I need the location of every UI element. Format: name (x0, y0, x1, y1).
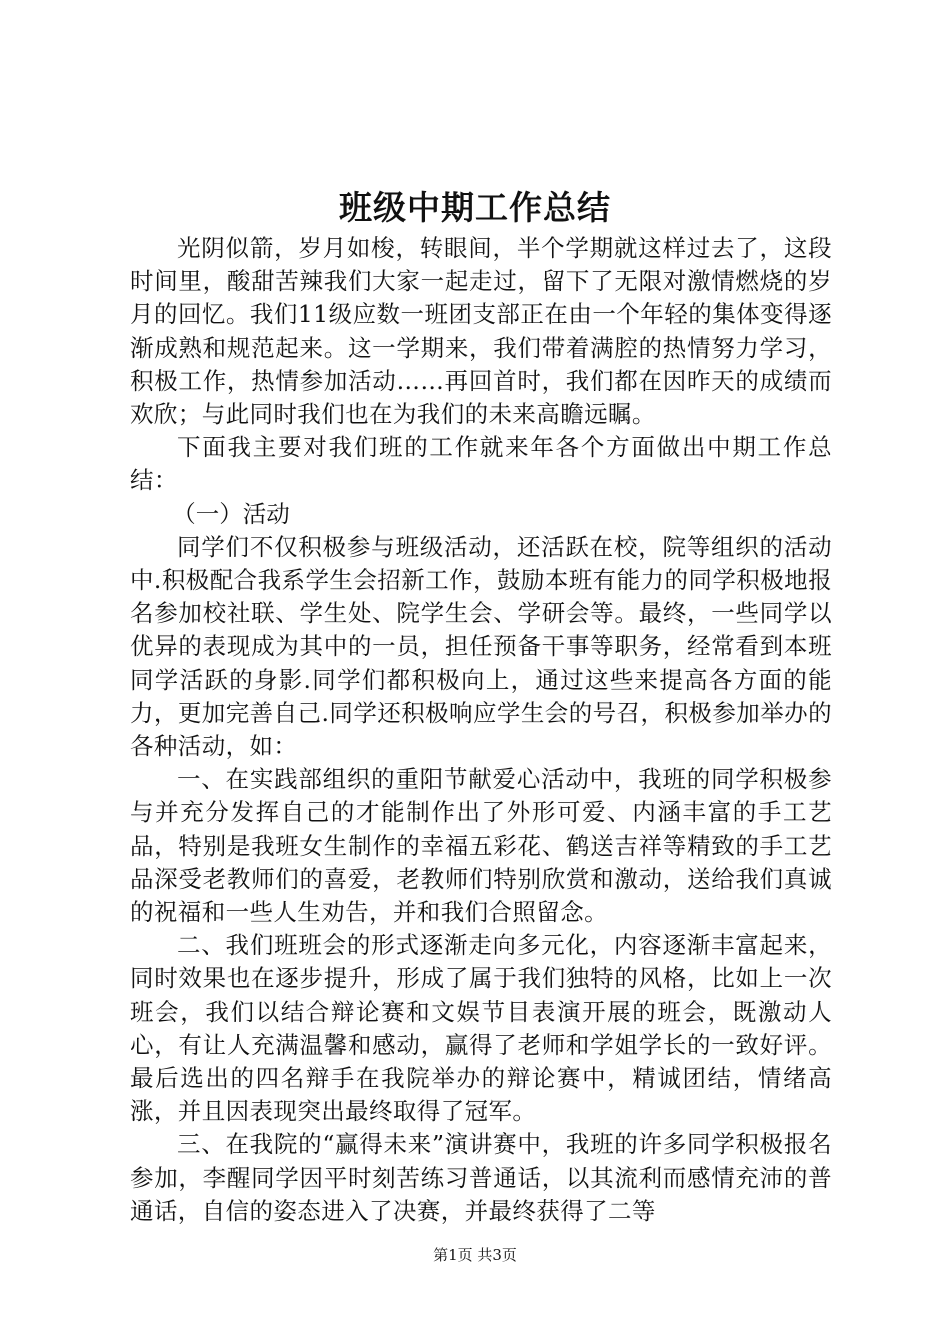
paragraph-item-three: 三、在我院的“赢得未来”演讲赛中，我班的许多同学积极报名参加，李醒同学因平时刻苦练习普通话，以其流利而感情充沛的普通话，自信的姿态进入了决赛，并最终获得了二等 (130, 1130, 832, 1225)
document-title: 班级中期工作总结 (339, 188, 611, 227)
paragraph-intro: 光阴似箭，岁月如梭，转眼间，半个学期就这样过去了，这段时间里，酸甜苦辣我们大家一起走过，留下了无限对激情燃烧的岁月的回忆。我们11级应数一班团支部正在由一个年轻的集体变得逐渐成熟和规范起来。这一学期来，我们带着满腔的热情努力学习，积极工作，热情参加活动……再回首时，我们都在因昨天的成绩而欢欣；与此同时我们也在为我们的未来高瞻远瞩。 (130, 234, 832, 429)
section-heading-activities: （一）活动 (172, 499, 290, 528)
document-body (130, 232, 832, 1228)
paragraph-item-one: 一、在实践部组织的重阳节献爱心活动中，我班的同学积极参与并充分发挥自己的才能制作出了外形可爱、内涵丰富的手工艺品，特别是我班女生制作的幸福五彩花、鹤送吉祥等精致的手工艺品深受老教师们的喜爱，老教师们特别欣赏和激动，送给我们真诚的祝福和一些人生劝告，并和我们合照留念。 (130, 765, 832, 927)
paragraph-summary-lead: 下面我主要对我们班的工作就来年各个方面做出中期工作总结： (130, 433, 832, 495)
paragraph-activities: 同学们不仅积极参与班级活动，还活跃在校，院等组织的活动中.积极配合我系学生会招新工作，鼓励本班有能力的同学积极地报名参加校社联、学生处、院学生会、学研会等。最终，一些同学以优异的表现成为其中的一员，担任预备干事等职务，经常看到本班同学活跃的身影.同学们都积极向上，通过这些来提高各方面的能力，更加完善自己.同学还积极响应学生会的号召，积极参加举办的各种活动，如： (130, 532, 832, 761)
paragraph-item-two: 二、我们班班会的形式逐渐走向多元化，内容逐渐丰富起来，同时效果也在逐步提升，形成了属于我们独特的风格，比如上一次班会，我们以结合辩论赛和文娱节目表演开展的班会，既激动人心，有让人充满温馨和感动，赢得了老师和学姐学长的一致好评。最后选出的四名辩手在我院举办的辩论赛中，精诚团结，情绪高涨，并且因表现突出最终取得了冠军。 (130, 931, 832, 1126)
page-footer: 第1页 共3页 (433, 1246, 517, 1264)
